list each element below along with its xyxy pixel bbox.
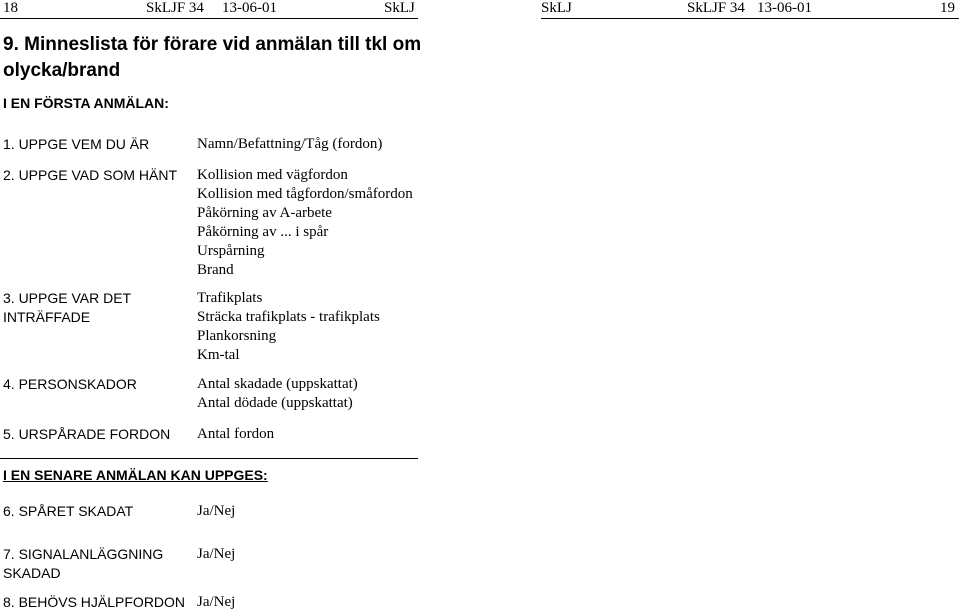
- item-2-option: Kollision med tågfordon/småfordon: [197, 186, 413, 202]
- left-header-rule: [0, 18, 418, 19]
- item-4-options: [197, 375, 358, 413]
- item-2-option: Påkörning av ... i spår: [197, 224, 329, 240]
- item-1-option: Namn/Befattning/Tåg (fordon): [197, 136, 383, 152]
- left-page-number: 18: [3, 0, 18, 16]
- item-4-option: Antal dödade (uppskattat): [197, 395, 353, 411]
- item-6-value: Ja/Nej: [197, 503, 236, 519]
- item-3-label-line2: INTRÄFFADE: [3, 309, 91, 325]
- right-org: SkLJ: [541, 0, 572, 16]
- item-2-label: 2. UPPGE VAD SOM HÄNT: [3, 167, 177, 183]
- right-doc-code: SkLJF 34: [687, 0, 745, 16]
- item-5-option: Antal fordon: [197, 426, 275, 442]
- item-1-options: [197, 135, 382, 154]
- item-4-option: Antal skadade (uppskattat): [197, 376, 358, 392]
- left-doc-code: SkLJF 34: [146, 0, 204, 16]
- first-report-title: I EN FÖRSTA ANMÄLAN:: [3, 95, 169, 111]
- item-3-label-line1: 3. UPPGE VAR DET: [3, 290, 132, 306]
- item-3-option: Sträcka trafikplats - trafikplats: [197, 309, 380, 325]
- left-doc-date: 13-06-01: [222, 0, 277, 16]
- item-3-option: Plankorsning: [197, 328, 277, 344]
- item-2-option: Brand: [197, 262, 234, 278]
- item-8-label: 8. BEHÖVS HJÄLPFORDON: [3, 594, 186, 610]
- item-8-value: Ja/Nej: [197, 594, 236, 610]
- item-5-options: [197, 425, 274, 444]
- later-report-title: I EN SENARE ANMÄLAN KAN UPPGES:: [3, 467, 268, 483]
- item-2-option: Urspårning: [197, 243, 265, 259]
- item-3-option: Trafikplats: [197, 290, 263, 306]
- item-3-options: [197, 289, 380, 365]
- item-2-options: [197, 166, 413, 280]
- left-org: SkLJ: [384, 0, 415, 16]
- item-7-label-line1: 7. SIGNALANLÄGGNING: [3, 546, 164, 562]
- item-7-label-line2: SKADAD: [3, 565, 61, 581]
- item-1-label: 1. UPPGE VEM DU ÄR: [3, 136, 150, 152]
- section-divider: [0, 458, 418, 459]
- right-page-number: 19: [940, 0, 955, 16]
- page-title-line2: olycka/brand: [3, 60, 121, 81]
- item-5-label: 5. URSPÅRADE FORDON: [3, 426, 171, 442]
- item-2-option: Kollision med vägfordon: [197, 167, 348, 183]
- item-6-label: 6. SPÅRET SKADAT: [3, 503, 134, 519]
- page-title-line1: 9. Minneslista för förare vid anmälan till tkl om: [3, 34, 422, 55]
- item-7-value: Ja/Nej: [197, 546, 236, 562]
- item-3-option: Km-tal: [197, 347, 240, 363]
- right-header-rule: [541, 18, 959, 19]
- item-2-option: Påkörning av A-arbete: [197, 205, 332, 221]
- right-doc-date: 13-06-01: [757, 0, 812, 16]
- item-4-label: 4. PERSONSKADOR: [3, 376, 137, 392]
